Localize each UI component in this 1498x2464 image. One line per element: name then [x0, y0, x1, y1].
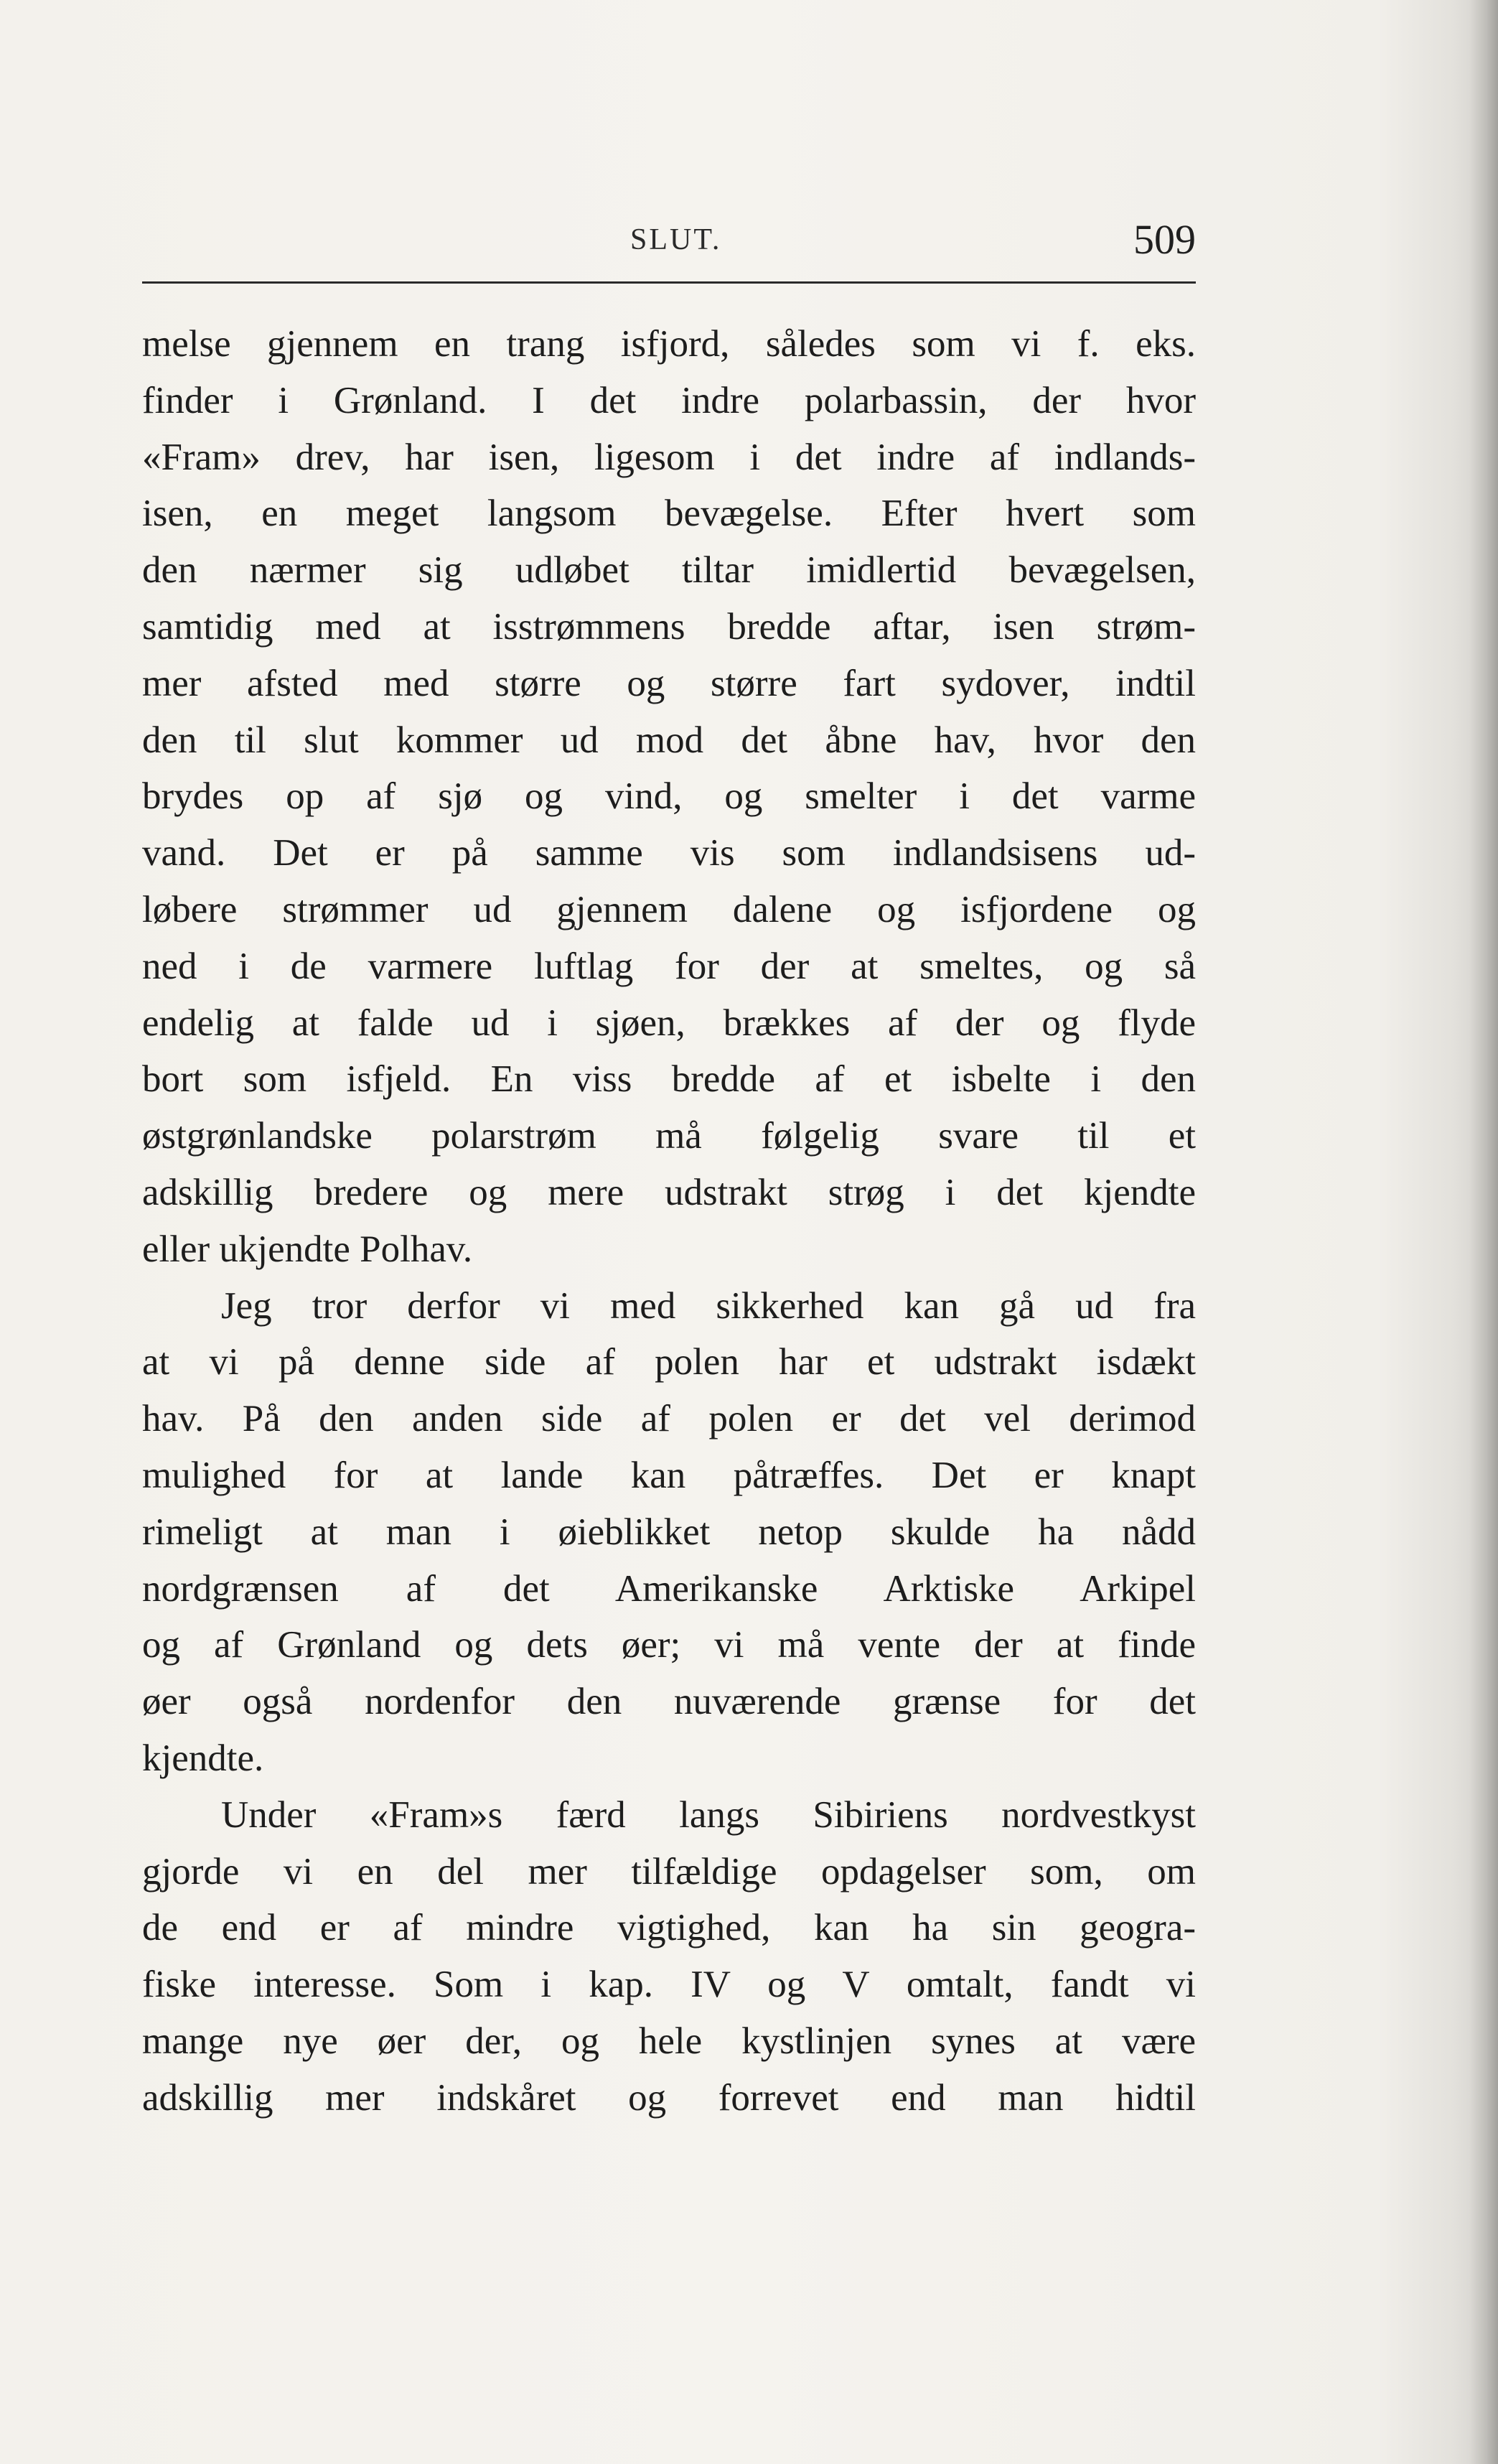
text-line: endelig at falde ud i sjøen, brækkes af der og flyde: [142, 1002, 1196, 1044]
text-line: mange nye øer der, og hele kystlinjen synes at være: [142, 2020, 1196, 2062]
text-line: østgrønlandske polarstrøm må følgelig svare til et: [142, 1115, 1196, 1157]
text-line: Jeg tror derfor vi med sikkerhed kan gå ud fra: [221, 1284, 1196, 1327]
text-line: mulighed for at lande kan påtræffes. Det er knapt: [142, 1454, 1196, 1496]
header-rule: [142, 281, 1196, 284]
text-line: isen, en meget langsom bevægelse. Efter hvert som: [142, 493, 1196, 535]
text-line: hav. På den anden side af polen er det vel derimod: [142, 1398, 1196, 1440]
text-line: nordgrænsen af det Amerikanske Arktiske Arkipel: [142, 1567, 1196, 1610]
text-line: mer afsted med større og større fart sydover, indtil: [142, 662, 1196, 704]
text-line: at vi på denne side af polen har et udstrakt isdækt: [142, 1341, 1196, 1383]
text-line: samtidig med at isstrømmens bredde aftar, isen strøm-: [142, 605, 1196, 648]
text-line: brydes op af sjø og vind, og smelter i det varme: [142, 775, 1196, 818]
text-line: finder i Grønland. I det indre polarbassin, der hvor: [142, 379, 1196, 421]
text-line: «Fram» drev, har isen, ligesom i det indre af indlands-: [142, 436, 1196, 478]
page-number: 509: [1133, 216, 1196, 263]
text-line: kjendte.: [142, 1737, 264, 1779]
text-line: fiske interesse. Som i kap. IV og V omtalt, fandt vi: [142, 1964, 1196, 2006]
text-line: de end er af mindre vigtighed, kan ha sin geogra-: [142, 1907, 1196, 1949]
text-line: melse gjennem en trang isfjord, således som vi f. eks.: [142, 323, 1196, 365]
text-line: adskillig mer indskåret og forrevet end man hidtil: [142, 2076, 1196, 2119]
text-line: vand. Det er på samme vis som indlandsisens ud-: [142, 832, 1196, 874]
text-line: løbere strømmer ud gjennem dalene og isfjordene og: [142, 888, 1196, 930]
page-header: [142, 215, 1196, 280]
text-line: adskillig bredere og mere udstrakt strøg i det kjendte: [142, 1171, 1196, 1213]
text-line: gjorde vi en del mer tilfældige opdagelser som, om: [142, 1850, 1196, 1893]
body-text: [142, 316, 1196, 2127]
text-line: og af Grønland og dets øer; vi må vente der at finde: [142, 1624, 1196, 1666]
text-line: den til slut kommer ud mod det åbne hav, hvor den: [142, 719, 1196, 761]
text-line: rimeligt at man i øieblikket netop skulde ha nådd: [142, 1511, 1196, 1553]
text-line: ned i de varmere luftlag for der at smeltes, og så: [142, 945, 1196, 987]
text-line: eller ukjendte Polhav.: [142, 1228, 473, 1270]
running-title: SLUT.: [630, 223, 722, 256]
page-edge-shadow: [1469, 0, 1498, 2464]
text-line: den nærmer sig udløbet tiltar imidlertid bevægelsen,: [142, 549, 1196, 592]
text-line: øer også nordenfor den nuværende grænse for det: [142, 1681, 1196, 1723]
text-line: Under «Fram»s færd langs Sibiriens nordvestkyst: [221, 1793, 1196, 1836]
text-line: bort som isfjeld. En viss bredde af et isbelte i den: [142, 1058, 1196, 1101]
